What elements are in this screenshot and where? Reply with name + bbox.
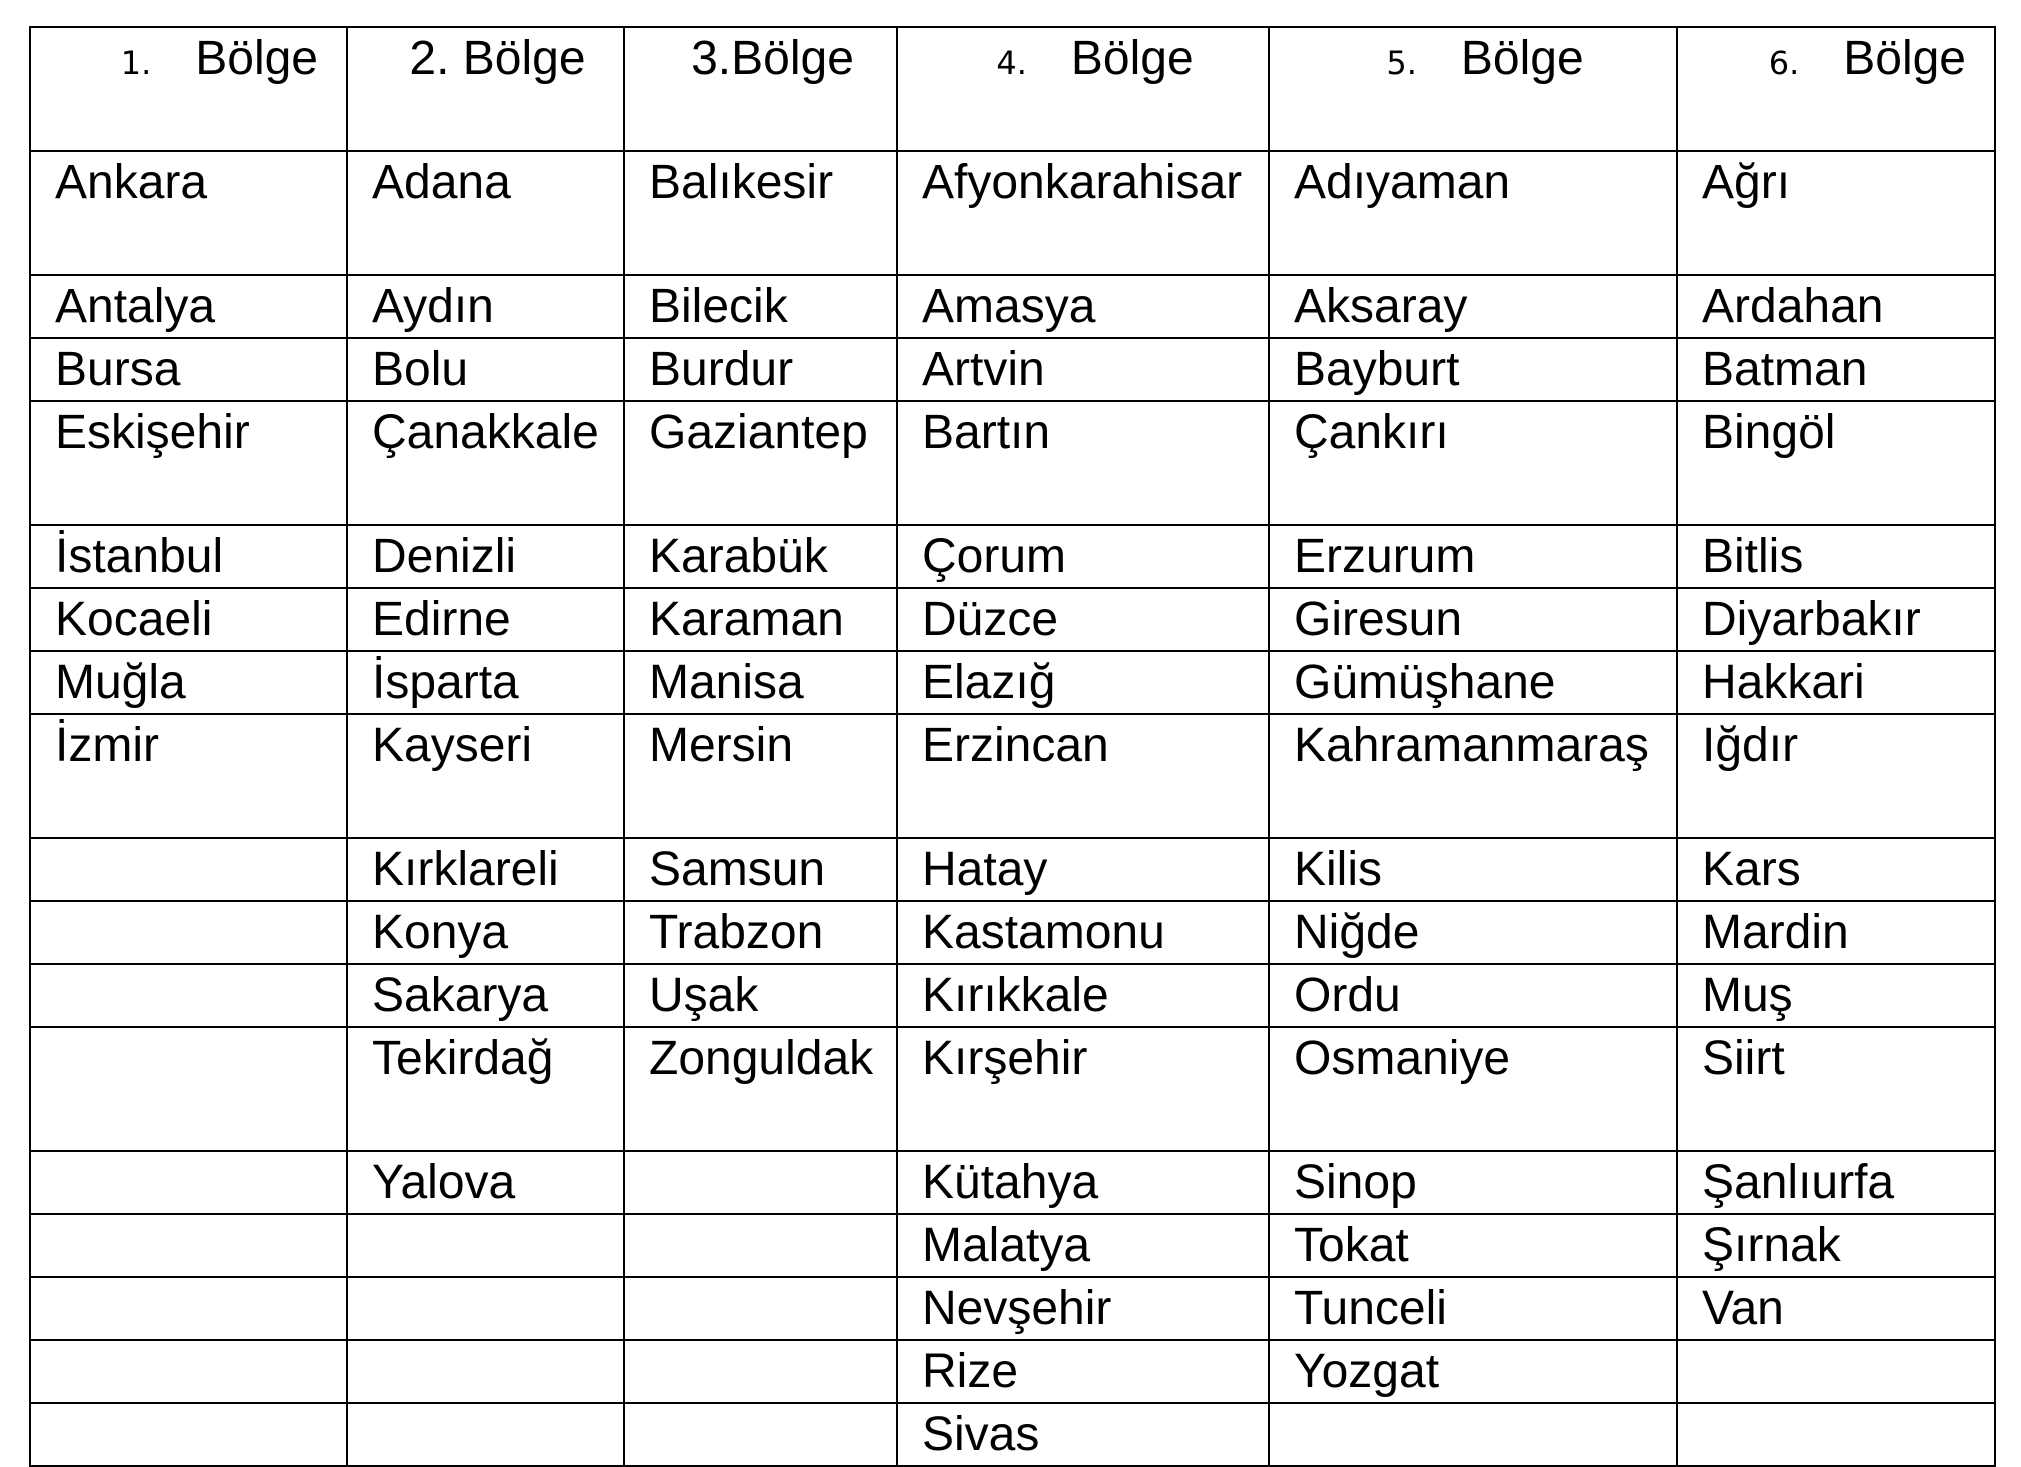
- province-cell: Artvin: [897, 338, 1269, 401]
- province-cell: Niğde: [1269, 901, 1677, 964]
- province-cell: [30, 1027, 347, 1151]
- province-cell: [624, 1277, 897, 1340]
- province-cell: Mersin: [624, 714, 897, 838]
- province-cell: Kırıkkale: [897, 964, 1269, 1027]
- province-cell: Çankırı: [1269, 401, 1677, 525]
- header-region-5: 5. Bölge: [1269, 27, 1677, 151]
- province-cell: [624, 1403, 897, 1466]
- province-cell: Muğla: [30, 651, 347, 714]
- province-cell: Karabük: [624, 525, 897, 588]
- province-cell: Samsun: [624, 838, 897, 901]
- province-cell: Adıyaman: [1269, 151, 1677, 275]
- province-cell: [347, 1403, 624, 1466]
- province-cell: Batman: [1677, 338, 1995, 401]
- province-cell: Hakkari: [1677, 651, 1995, 714]
- province-cell: İstanbul: [30, 525, 347, 588]
- province-cell: Aydın: [347, 275, 624, 338]
- province-cell: Ankara: [30, 151, 347, 275]
- province-cell: [347, 1214, 624, 1277]
- province-cell: Iğdır: [1677, 714, 1995, 838]
- province-cell: [1269, 1403, 1677, 1466]
- province-cell: Erzincan: [897, 714, 1269, 838]
- table-row: [30, 1214, 1995, 1277]
- regions-table: [29, 26, 1996, 1467]
- province-cell: Denizli: [347, 525, 624, 588]
- province-cell: [347, 1340, 624, 1403]
- province-cell: Osmaniye: [1269, 1027, 1677, 1151]
- province-cell: Muş: [1677, 964, 1995, 1027]
- province-cell: [30, 1151, 347, 1214]
- province-cell: Kahramanmaraş: [1269, 714, 1677, 838]
- province-cell: Hatay: [897, 838, 1269, 901]
- province-cell: Gümüşhane: [1269, 651, 1677, 714]
- header-region-1: 1. Bölge: [30, 27, 347, 151]
- province-cell: Edirne: [347, 588, 624, 651]
- province-cell: Erzurum: [1269, 525, 1677, 588]
- province-cell: Yozgat: [1269, 1340, 1677, 1403]
- province-cell: Amasya: [897, 275, 1269, 338]
- province-cell: Kayseri: [347, 714, 624, 838]
- province-cell: Şırnak: [1677, 1214, 1995, 1277]
- table-row: [30, 151, 1995, 275]
- province-cell: Rize: [897, 1340, 1269, 1403]
- province-cell: Bilecik: [624, 275, 897, 338]
- table-row: [30, 714, 1995, 838]
- province-cell: Bayburt: [1269, 338, 1677, 401]
- province-cell: Afyonkarahisar: [897, 151, 1269, 275]
- province-cell: [30, 1403, 347, 1466]
- province-cell: Van: [1677, 1277, 1995, 1340]
- province-cell: Kastamonu: [897, 901, 1269, 964]
- province-cell: Nevşehir: [897, 1277, 1269, 1340]
- table-row: [30, 901, 1995, 964]
- province-cell: [30, 901, 347, 964]
- table-row: [30, 1340, 1995, 1403]
- header-region-4: 4. Bölge: [897, 27, 1269, 151]
- table-row: [30, 588, 1995, 651]
- table-row: [30, 525, 1995, 588]
- province-cell: Mardin: [1677, 901, 1995, 964]
- province-cell: [30, 1340, 347, 1403]
- province-cell: İzmir: [30, 714, 347, 838]
- province-cell: Konya: [347, 901, 624, 964]
- province-cell: Burdur: [624, 338, 897, 401]
- province-cell: Bitlis: [1677, 525, 1995, 588]
- province-cell: Trabzon: [624, 901, 897, 964]
- province-cell: [1677, 1340, 1995, 1403]
- province-cell: Adana: [347, 151, 624, 275]
- province-cell: Bursa: [30, 338, 347, 401]
- province-cell: Kütahya: [897, 1151, 1269, 1214]
- table-row: [30, 275, 1995, 338]
- table-row: [30, 651, 1995, 714]
- province-cell: Manisa: [624, 651, 897, 714]
- province-cell: [30, 964, 347, 1027]
- province-cell: [624, 1340, 897, 1403]
- header-row: [30, 27, 1995, 151]
- province-cell: Bingöl: [1677, 401, 1995, 525]
- province-cell: Diyarbakır: [1677, 588, 1995, 651]
- province-cell: Tekirdağ: [347, 1027, 624, 1151]
- province-cell: İsparta: [347, 651, 624, 714]
- province-cell: [624, 1214, 897, 1277]
- province-cell: Ağrı: [1677, 151, 1995, 275]
- province-cell: [347, 1277, 624, 1340]
- province-cell: Elazığ: [897, 651, 1269, 714]
- table-row: [30, 401, 1995, 525]
- province-cell: Kocaeli: [30, 588, 347, 651]
- table-row: [30, 1277, 1995, 1340]
- province-cell: Karaman: [624, 588, 897, 651]
- header-region-2: 2. Bölge: [347, 27, 624, 151]
- province-cell: Sakarya: [347, 964, 624, 1027]
- province-cell: Zonguldak: [624, 1027, 897, 1151]
- province-cell: Sivas: [897, 1403, 1269, 1466]
- province-cell: Bartın: [897, 401, 1269, 525]
- province-cell: [30, 838, 347, 901]
- province-cell: Şanlıurfa: [1677, 1151, 1995, 1214]
- table-row: [30, 338, 1995, 401]
- province-cell: Sinop: [1269, 1151, 1677, 1214]
- province-cell: [30, 1277, 347, 1340]
- province-cell: Giresun: [1269, 588, 1677, 651]
- province-cell: Çanakkale: [347, 401, 624, 525]
- table-row: [30, 964, 1995, 1027]
- province-cell: Bolu: [347, 338, 624, 401]
- header-region-3: 3.Bölge: [624, 27, 897, 151]
- province-cell: Kilis: [1269, 838, 1677, 901]
- province-cell: Kırklareli: [347, 838, 624, 901]
- header-region-6: 6. Bölge: [1677, 27, 1995, 151]
- table-body: [30, 151, 1995, 1466]
- province-cell: Malatya: [897, 1214, 1269, 1277]
- province-cell: Yalova: [347, 1151, 624, 1214]
- table-row: [30, 1027, 1995, 1151]
- province-cell: Ardahan: [1677, 275, 1995, 338]
- table-row: [30, 838, 1995, 901]
- province-cell: [30, 1214, 347, 1277]
- province-cell: Tunceli: [1269, 1277, 1677, 1340]
- province-cell: Aksaray: [1269, 275, 1677, 338]
- province-cell: [624, 1151, 897, 1214]
- province-cell: Antalya: [30, 275, 347, 338]
- province-cell: Uşak: [624, 964, 897, 1027]
- province-cell: Siirt: [1677, 1027, 1995, 1151]
- province-cell: Balıkesir: [624, 151, 897, 275]
- province-cell: Kars: [1677, 838, 1995, 901]
- province-cell: Kırşehir: [897, 1027, 1269, 1151]
- province-cell: Çorum: [897, 525, 1269, 588]
- province-cell: Tokat: [1269, 1214, 1677, 1277]
- province-cell: Eskişehir: [30, 401, 347, 525]
- province-cell: Ordu: [1269, 964, 1677, 1027]
- table-row: [30, 1151, 1995, 1214]
- province-cell: [1677, 1403, 1995, 1466]
- table-row: [30, 1403, 1995, 1466]
- province-cell: Gaziantep: [624, 401, 897, 525]
- province-cell: Düzce: [897, 588, 1269, 651]
